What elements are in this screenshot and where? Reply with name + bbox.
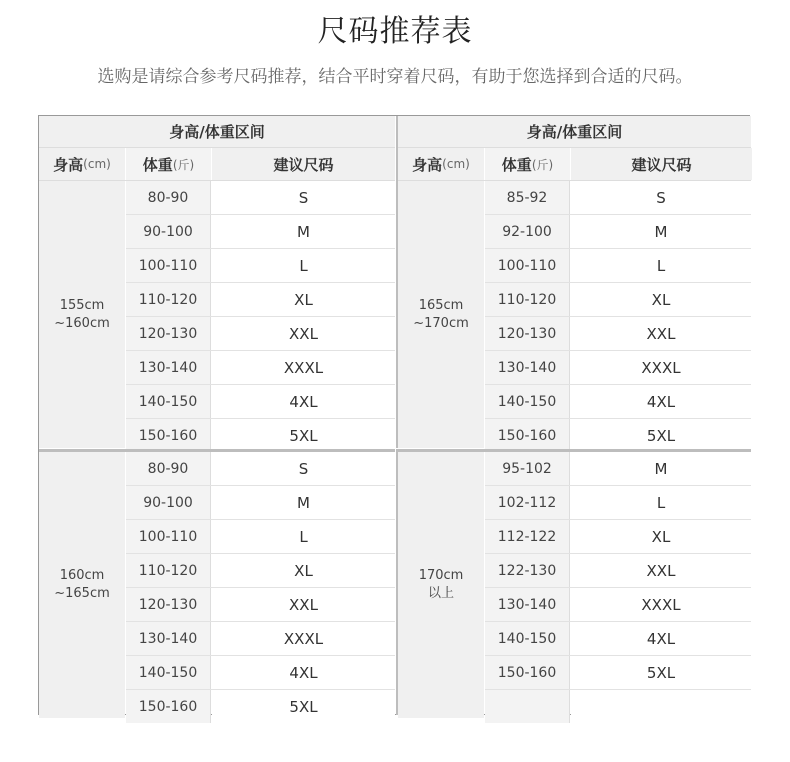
recommended-size-cell: L [571,486,751,519]
recommended-size-cell: XL [571,520,751,553]
weight-range-cell: 110-120 [485,283,570,316]
weight-range-cell: 150-160 [485,419,570,452]
weight-range-cell: 90-100 [126,215,211,248]
page-subtitle: 选购是请综合参考尺码推荐，结合平时穿着尺码，有助于您选择到合适的尺码。 [97,67,693,87]
size-column-header: 建议尺码 [571,148,752,180]
weight-range-cell: 140-150 [485,622,570,655]
size-column-header: 建议尺码 [212,148,395,180]
table-row [126,520,395,554]
table-row [485,690,751,723]
height-range-cell: 160cm ~165cm [39,452,125,718]
weight-column-header: 体重 (斤) [485,148,570,180]
group-170-plus [396,449,751,715]
weight-range-cell: 130-140 [126,351,211,384]
height-range-cell: 165cm ~170cm [398,181,484,448]
weight-range-cell: 102-112 [485,486,570,519]
table-row [126,690,395,723]
recommended-size-cell: XXL [571,554,751,587]
weight-range-cell [485,690,570,723]
weight-range-cell: 100-110 [485,249,570,282]
rows [126,181,395,452]
weight-range-cell: 112-122 [485,520,570,553]
table-row [126,215,395,249]
group-header: 身高/体重区间 [398,116,751,148]
recommended-size-cell: 5XL [212,690,395,723]
column-header-row [398,148,751,181]
table-row [126,249,395,283]
group-155-160 [39,116,395,448]
recommended-size-cell: L [212,249,395,282]
recommended-size-cell: M [571,452,751,485]
recommended-size-cell: L [571,249,751,282]
height-range-cell: 170cm 以上 [398,452,484,718]
table-row [485,181,751,215]
weight-range-cell: 140-150 [126,656,211,689]
weight-range-cell: 120-130 [126,588,211,621]
recommended-size-cell: M [212,486,395,519]
height-column-header: 身高 (cm) [39,148,125,180]
recommended-size-cell: XXXL [212,351,395,384]
weight-range-cell: 122-130 [485,554,570,587]
weight-range-cell: 130-140 [126,622,211,655]
weight-range-cell: 150-160 [485,656,570,689]
weight-column-header: 体重 (斤) [126,148,211,180]
recommended-size-cell [571,690,751,723]
recommended-size-cell: M [212,215,395,248]
table-row [485,317,751,351]
table-row [485,486,751,520]
weight-range-cell: 130-140 [485,588,570,621]
rows [126,452,395,723]
group-165-170 [396,116,751,448]
recommended-size-cell: S [212,452,395,485]
table-row [126,554,395,588]
weight-range-cell: 120-130 [126,317,211,350]
recommended-size-cell: XXL [212,588,395,621]
weight-range-cell: 90-100 [126,486,211,519]
table-row [126,317,395,351]
weight-range-cell: 100-110 [126,520,211,553]
table-row [126,622,395,656]
group-160-165 [39,449,395,718]
table-row [126,351,395,385]
weight-range-cell: 80-90 [126,452,211,485]
table-row [485,283,751,317]
recommended-size-cell: 4XL [212,656,395,689]
size-chart-table [38,115,750,715]
recommended-size-cell: XXXL [212,622,395,655]
weight-range-cell: 140-150 [485,385,570,418]
table-row [485,452,751,486]
table-row [485,622,751,656]
rows [485,452,751,723]
table-row [485,385,751,419]
table-row [485,351,751,385]
recommended-size-cell: L [212,520,395,553]
weight-range-cell: 85-92 [485,181,570,214]
weight-range-cell: 110-120 [126,283,211,316]
table-row [126,181,395,215]
recommended-size-cell: S [571,181,751,214]
recommended-size-cell: 4XL [571,385,751,418]
recommended-size-cell: 5XL [212,419,395,452]
weight-range-cell: 140-150 [126,385,211,418]
table-row [485,588,751,622]
height-column-header: 身高 (cm) [398,148,484,180]
recommended-size-cell: XL [571,283,751,316]
table-row [485,419,751,452]
table-row [485,215,751,249]
table-row [126,419,395,452]
height-range-cell: 155cm ~160cm [39,181,125,448]
table-row [126,656,395,690]
table-row [485,554,751,588]
weight-range-cell: 150-160 [126,419,211,452]
table-row [126,385,395,419]
weight-range-cell: 80-90 [126,181,211,214]
table-row [126,486,395,520]
table-row [126,283,395,317]
recommended-size-cell: XXL [571,317,751,350]
recommended-size-cell: XXXL [571,351,751,384]
table-row [126,452,395,486]
recommended-size-cell: S [212,181,395,214]
weight-range-cell: 95-102 [485,452,570,485]
recommended-size-cell: 4XL [571,622,751,655]
recommended-size-cell: 5XL [571,656,751,689]
weight-range-cell: 100-110 [126,249,211,282]
group-header: 身高/体重区间 [39,116,395,148]
table-row [485,520,751,554]
recommended-size-cell: XXL [212,317,395,350]
weight-range-cell: 130-140 [485,351,570,384]
weight-range-cell: 120-130 [485,317,570,350]
table-row [126,588,395,622]
recommended-size-cell: M [571,215,751,248]
recommended-size-cell: 4XL [212,385,395,418]
recommended-size-cell: XXXL [571,588,751,621]
page-title: 尺码推荐表 [317,14,473,49]
weight-range-cell: 92-100 [485,215,570,248]
weight-range-cell: 110-120 [126,554,211,587]
rows [485,181,751,452]
column-header-row [39,148,395,181]
recommended-size-cell: XL [212,554,395,587]
recommended-size-cell: 5XL [571,419,751,452]
recommended-size-cell: XL [212,283,395,316]
weight-range-cell: 150-160 [126,690,211,723]
table-row [485,249,751,283]
table-row [485,656,751,690]
